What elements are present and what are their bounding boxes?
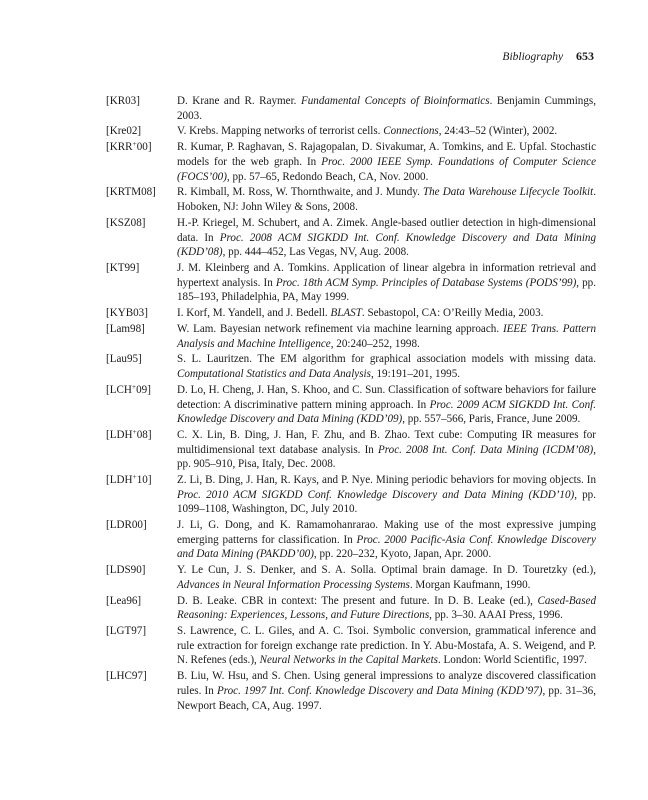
- bib-entry-italic-segment: Cased-Based Reasoning: Experiences, Lessons, and Future Directions: [177, 594, 596, 622]
- bib-entry-key: [KT99]: [106, 262, 140, 275]
- bib-entry-italic-segment: Proc. 18th ACM Symp. Principles of Database Systems (PODS’99): [275, 276, 577, 289]
- bib-entry-italic-segment: Proc. 2009 ACM SIGKDD Int. Conf. Knowledge Discovery and Data Mining (KDD’09): [177, 398, 596, 426]
- bib-entry-segment: Z. Li, B. Ding, J. Han, R. Kays, and P. Nye. Mining periodic behaviors for moving objects. In: [177, 474, 596, 487]
- bib-entry-segment: S. Lawrence, C. L. Giles, and A. C. Tsoi. Symbolic conversion, grammatical inference and rule extraction for foreign exchange rate prediction. In Y. Abu-Mostafa, A. S. Weigend, and P. N. Refenes (eds.),: [177, 625, 596, 667]
- bib-entry-segment: H.-P. Kriegel, M. Schubert, and A. Zimek. Angle-based outlier detection in high-dimensional data. In: [177, 216, 596, 244]
- bib-entry-text: [177, 383, 596, 427]
- bib-entry: [106, 322, 596, 351]
- bib-entry-segment: D. Krane and R. Raymer.: [177, 95, 301, 107]
- bib-entry-segment: , 20:240–252, 1998.: [330, 337, 420, 350]
- bib-entry-segment: . Morgan Kaufmann, 1990.: [409, 578, 531, 591]
- bib-entry-segment: Y. Le Cun, J. S. Denker, and S. A. Solla. Optimal brain damage. In D. Touretzky (ed.),: [177, 564, 596, 577]
- bib-entry-text: [177, 624, 596, 668]
- bib-entry: [106, 383, 596, 427]
- bib-entry-segment: , pp. 31–36, Newport Beach, CA, Aug. 1997.: [177, 684, 596, 712]
- bib-entry-segment: , pp. 557–566, Paris, France, June 2009.: [402, 413, 581, 426]
- bib-entry: [106, 306, 596, 321]
- bibliography-list: [106, 94, 596, 714]
- bib-entry-segment: V. Krebs. Mapping networks of terrorist cells.: [177, 125, 384, 138]
- bib-entry-italic-segment: Proc. 2008 ACM SIGKDD Int. Conf. Knowledge Discovery and Data Mining (KDD’08): [177, 231, 596, 259]
- bib-entry: [106, 216, 596, 260]
- bib-entry-key: [Kre02]: [106, 125, 142, 138]
- bib-entry-text: [177, 352, 596, 381]
- bib-entry-italic-segment: Connections: [383, 125, 439, 138]
- bib-entry-text: [177, 94, 596, 123]
- bib-entry-segment: , pp. 1099–1108, Washington, DC, July 2010.: [177, 488, 596, 516]
- bib-entry-segment: W. Lam. Bayesian network refinement via machine learning approach.: [177, 322, 503, 335]
- bib-entry-italic-segment: The Data Warehouse Lifecycle Toolkit: [422, 186, 594, 199]
- bib-entry-segment: C. X. Lin, B. Ding, J. Han, F. Zhu, and B. Zhao. Text cube: Computing IR measures for multidimensional text database analysis. In: [177, 429, 596, 456]
- bib-entry-text: [177, 185, 596, 214]
- bib-entry-key: [LDR00]: [106, 519, 147, 532]
- bib-entry-key: [LDH+10]: [106, 472, 152, 487]
- bib-entry-italic-segment: Proc. 2010 ACM SIGKDD Conf. Knowledge Discovery and Data Mining (KDD’10): [177, 488, 575, 501]
- bib-entry: [106, 594, 596, 623]
- bib-entry-text: [177, 563, 596, 592]
- page-number: 653: [576, 49, 594, 63]
- bib-entry: [106, 563, 596, 592]
- bib-entry-segment: , pp. 3–30. AAAI Press, 1996.: [429, 609, 563, 622]
- bib-entry-italic-segment: Neural Networks in the Capital Markets: [259, 654, 438, 667]
- bib-entry-segment: , pp. 185–193, Philadelphia, PA, May 1999.: [177, 276, 596, 304]
- bib-entry: [106, 94, 596, 123]
- bib-entry-key: [KR03]: [106, 95, 140, 107]
- bib-entry-text: [177, 261, 596, 305]
- bib-entry: [106, 185, 596, 214]
- bib-entry-text: [177, 216, 596, 260]
- bib-entry-text: [177, 473, 596, 517]
- bib-entry-segment: D. B. Leake. CBR in context: The present and future. In D. B. Leake (ed.),: [177, 594, 538, 607]
- bib-entry-key: [KRTM08]: [106, 186, 156, 199]
- bib-entry-italic-segment: Advances in Neural Information Processing Systems: [177, 578, 410, 591]
- bib-entry-key: [LHC97]: [106, 670, 147, 683]
- bib-entry-segment: J. M. Kleinberg and A. Tomkins. Application of linear algebra in information retrieval and hypertext analysis. In: [177, 262, 596, 289]
- bib-entry: [106, 428, 596, 472]
- bib-entry: [106, 261, 596, 305]
- bib-entry-italic-segment: Proc. 2000 Pacific-Asia Conf. Knowledge Discovery and Data Mining (PAKDD’00): [177, 533, 596, 561]
- bib-entry-segment: I. Korf, M. Yandell, and J. Bedell.: [177, 307, 331, 320]
- bib-entry-segment: . Hoboken, NJ: John Wiley & Sons, 2008.: [177, 186, 596, 214]
- bib-entry-key: [KYB03]: [106, 307, 148, 320]
- bib-entry: [106, 140, 596, 184]
- bib-entry-segment: , pp. 905–910, Pisa, Italy, Dec. 2008.: [177, 443, 596, 471]
- bib-entry-segment: , 19:191–201, 1995.: [370, 368, 461, 381]
- bib-entry-key: [KSZ08]: [106, 216, 146, 229]
- bib-entry-key: [Lam98]: [106, 322, 145, 335]
- bib-entry-key: [Lea96]: [106, 594, 142, 607]
- bib-entry-key: [Lau95]: [106, 353, 142, 366]
- bib-entry-key: [LDS90]: [106, 564, 146, 577]
- bib-entry-italic-segment: Fundamental Concepts of Bioinformatics: [300, 95, 490, 107]
- bib-entry-text: [177, 306, 596, 321]
- bib-entry: [106, 669, 596, 713]
- bib-entry-segment: R. Kimball, M. Ross, W. Thornthwaite, and J. Mundy.: [177, 186, 423, 199]
- bib-entry-key: [KRR+00]: [106, 139, 152, 154]
- bib-entry-segment: , 24:43–52 (Winter), 2002.: [438, 125, 558, 138]
- bib-entry-text: [177, 140, 596, 184]
- bib-entry-segment: , pp. 444–452, Las Vegas, NV, Aug. 2008.: [222, 246, 409, 259]
- bib-entry-segment: . Benjamin Cummings, 2003.: [177, 95, 596, 122]
- bib-entry: [106, 352, 596, 381]
- bib-entry-segment: , pp. 57–65, Redondo Beach, CA, Nov. 2000.: [226, 170, 429, 183]
- running-head: [502, 49, 594, 64]
- bib-entry: [106, 473, 596, 517]
- bib-entry-italic-segment: Computational Statistics and Data Analysis: [177, 368, 371, 381]
- bib-entry-segment: B. Liu, W. Hsu, and S. Chen. Using general impressions to analyze discovered classification rules. In: [177, 670, 596, 697]
- running-head-title: Bibliography: [502, 51, 564, 63]
- bib-entry-italic-segment: BLAST: [330, 307, 362, 320]
- key-plus-superscript: +: [132, 427, 137, 437]
- bib-entry-text: [177, 518, 596, 562]
- bib-entry-segment: , pp. 220–232, Kyoto, Japan, Apr. 2000.: [313, 548, 492, 561]
- bib-entry-text: [177, 124, 596, 139]
- key-plus-superscript: +: [132, 139, 137, 149]
- bib-entry-segment: S. L. Lauritzen. The EM algorithm for graphical association models with missing data.: [177, 353, 596, 366]
- key-plus-superscript: +: [132, 472, 137, 482]
- bib-entry-key: [LCH+09]: [106, 381, 151, 396]
- bib-entry-segment: D. Lo, H. Cheng, J. Han, S. Khoo, and C. Sun. Classification of software behaviors for failure detection: A discriminative pattern mining approach. In: [177, 383, 596, 411]
- key-plus-superscript: +: [131, 381, 137, 391]
- bib-entry-text: [177, 322, 596, 351]
- bib-entry-segment: . London: World Scientific, 1997.: [437, 654, 587, 667]
- bib-entry-text: [177, 669, 596, 713]
- bib-entry-text: [177, 594, 596, 623]
- bib-entry-segment: J. Li, G. Dong, and K. Ramamohanrarao. Making use of the most expressive jumping emerging patterns for classification. In: [177, 519, 596, 546]
- bib-entry-text: [177, 428, 596, 472]
- bib-entry-segment: R. Kumar, P. Raghavan, S. Rajagopalan, D. Sivakumar, A. Tomkins, and E. Upfal. Stochastic models for the web graph. In: [177, 141, 596, 168]
- bib-entry: [106, 124, 596, 139]
- bib-entry-italic-segment: Proc. 2000 IEEE Symp. Foundations of Computer Science (FOCS’00): [177, 155, 596, 183]
- bib-entry: [106, 624, 596, 668]
- bib-entry: [106, 518, 596, 562]
- bib-entry-segment: . Sebastopol, CA: O’Reilly Media, 2003.: [361, 307, 544, 320]
- bib-entry-key: [LDH+08]: [106, 427, 152, 442]
- bib-entry-italic-segment: IEEE Trans. Pattern Analysis and Machine Intelligence: [177, 322, 596, 350]
- bib-entry-italic-segment: Proc. 1997 Int. Conf. Knowledge Discovery and Data Mining (KDD’97): [216, 684, 543, 697]
- bib-entry-italic-segment: Proc. 2008 Int. Conf. Data Mining (ICDM’08): [377, 443, 594, 456]
- bib-entry-key: [LGT97]: [106, 625, 147, 638]
